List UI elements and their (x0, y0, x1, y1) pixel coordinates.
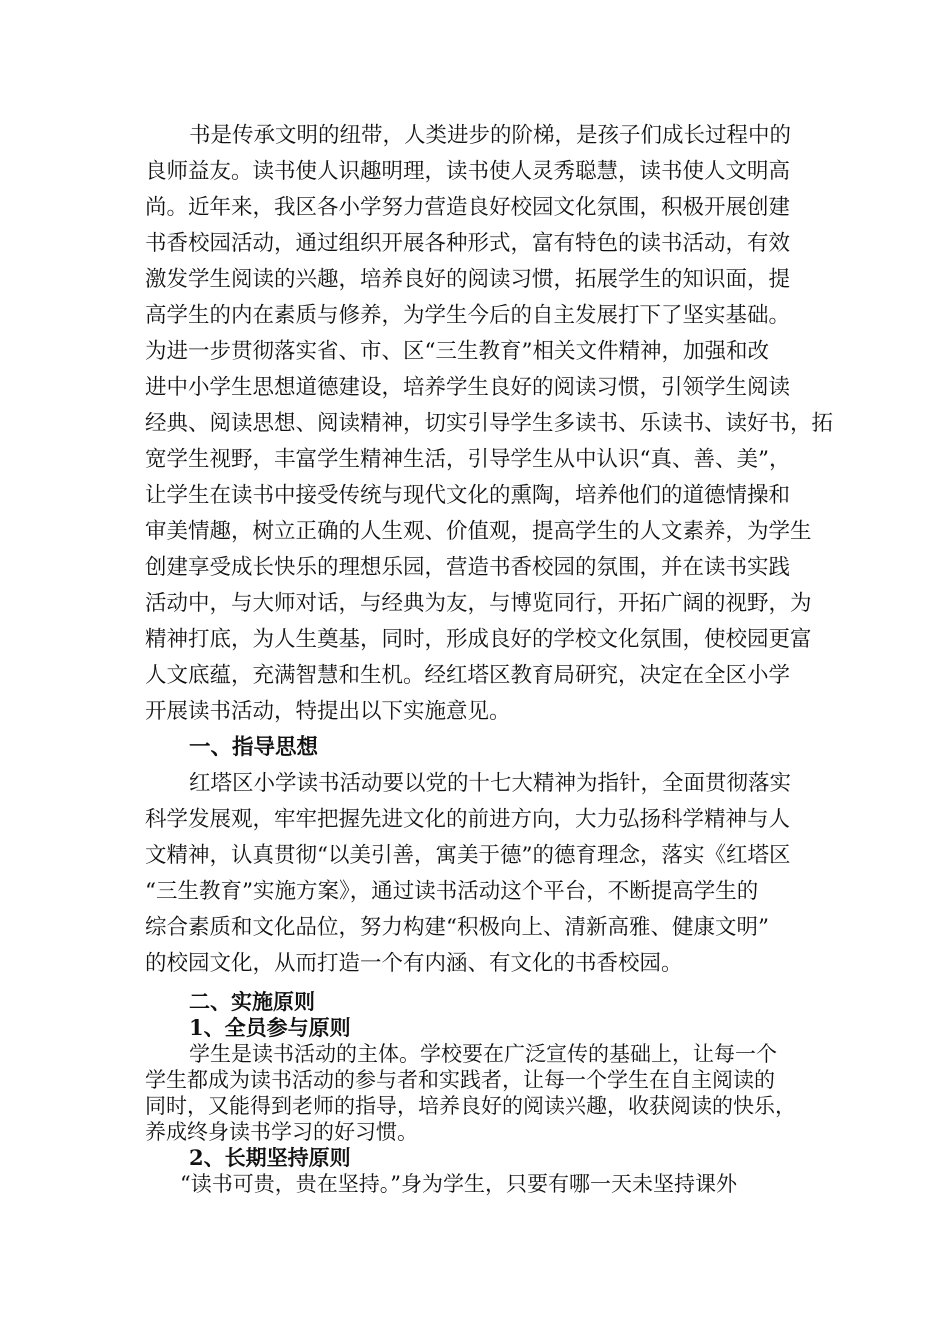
section1-line: 的校园文化，从而打造一个有内涵、有文化的书香校园。 (145, 951, 683, 976)
principle1-heading: 1、全员参与原则 (189, 1015, 351, 1040)
intro-line: 活动中，与大师对话，与经典为友，与博览同行，开拓广阔的视野，为 (145, 591, 812, 616)
section1-line: 综合素质和文化品位，努力构建“积极向上、清新高雅、健康文明” (145, 915, 769, 940)
principle1-line: 学生都成为读书活动的参与者和实践者，让每一个学生在自主阅读的 (145, 1068, 775, 1092)
section-heading-principles: 二、实施原则 (189, 989, 315, 1014)
section1-line: “三生教育”实施方案》，通过读书活动这个平台，不断提高学生的 (145, 879, 759, 904)
principle1-line: 学生是读书活动的主体。学校要在广泛宣传的基础上，让每一个 (189, 1042, 777, 1066)
intro-line: 进中小学生思想道德建设，培养学生良好的阅读习惯，引领学生阅读 (145, 375, 791, 400)
section1-line: 科学发展观，牢牢把握先进文化的前进方向，大力弘扬科学精神与人 (145, 807, 791, 832)
intro-line: 经典、阅读思想、阅读精神，切实引导学生多读书、乐读书、读好书，拓 (145, 411, 834, 436)
principle1-line: 同时，又能得到老师的指导，培养良好的阅读兴趣，收获阅读的快乐， (145, 1094, 796, 1118)
section1-line: 文精神，认真贯彻“以美引善，寓美于德”的德育理念，落实《红塔区 (145, 843, 791, 868)
section1-line: 红塔区小学读书活动要以党的十七大精神为指针，全面贯彻落实 (189, 771, 792, 796)
intro-line: 为进一步贯彻落实省、市、区“三生教育”相关文件精神，加强和改 (145, 339, 769, 364)
intro-line: 宽学生视野，丰富学生精神生活，引导学生从中认识“真、善、美”， (145, 447, 791, 472)
intro-line: 书香校园活动，通过组织开展各种形式，富有特色的读书活动，有效 (145, 231, 791, 256)
principle2-heading: 2、长期坚持原则 (189, 1145, 351, 1170)
intro-line: 高学生的内在素质与修养，为学生今后的自主发展打下了坚实基础。 (145, 303, 791, 328)
intro-line: 人文底蕴，充满智慧和生机。经红塔区教育局研究，决定在全区小学 (145, 663, 791, 688)
intro-line: 让学生在读书中接受传统与现代文化的熏陶，培养他们的道德情操和 (145, 483, 791, 508)
intro-line: 尚。近年来，我区各小学努力营造良好校园文化氛围，积极开展创建 (145, 195, 791, 220)
principle1-line: 养成终身读书学习的好习惯。 (145, 1120, 418, 1144)
intro-line: 开展读书活动，特提出以下实施意见。 (145, 699, 511, 724)
intro-line: 审美情趣，树立正确的人生观、价值观，提高学生的人文素养，为学生 (145, 519, 812, 544)
intro-line: 良师益友。读书使人识趣明理，读书使人灵秀聪慧，读书使人文明高 (145, 159, 791, 184)
intro-line: 创建享受成长快乐的理想乐园，营造书香校园的氛围，并在读书实践 (145, 555, 791, 580)
intro-line: 书是传承文明的纽带，人类进步的阶梯，是孩子们成长过程中的 (189, 123, 792, 148)
principle2-line: “读书可贵，贵在坚持。”身为学生，只要有哪一天未坚持课外 (180, 1172, 737, 1196)
intro-line: 精神打底，为人生奠基，同时，形成良好的学校文化氛围，使校园更富 (145, 627, 812, 652)
intro-line: 激发学生阅读的兴趣，培养良好的阅读习惯，拓展学生的知识面，提 (145, 267, 791, 292)
section-heading-guiding-ideology: 一、指导思想 (189, 735, 319, 760)
